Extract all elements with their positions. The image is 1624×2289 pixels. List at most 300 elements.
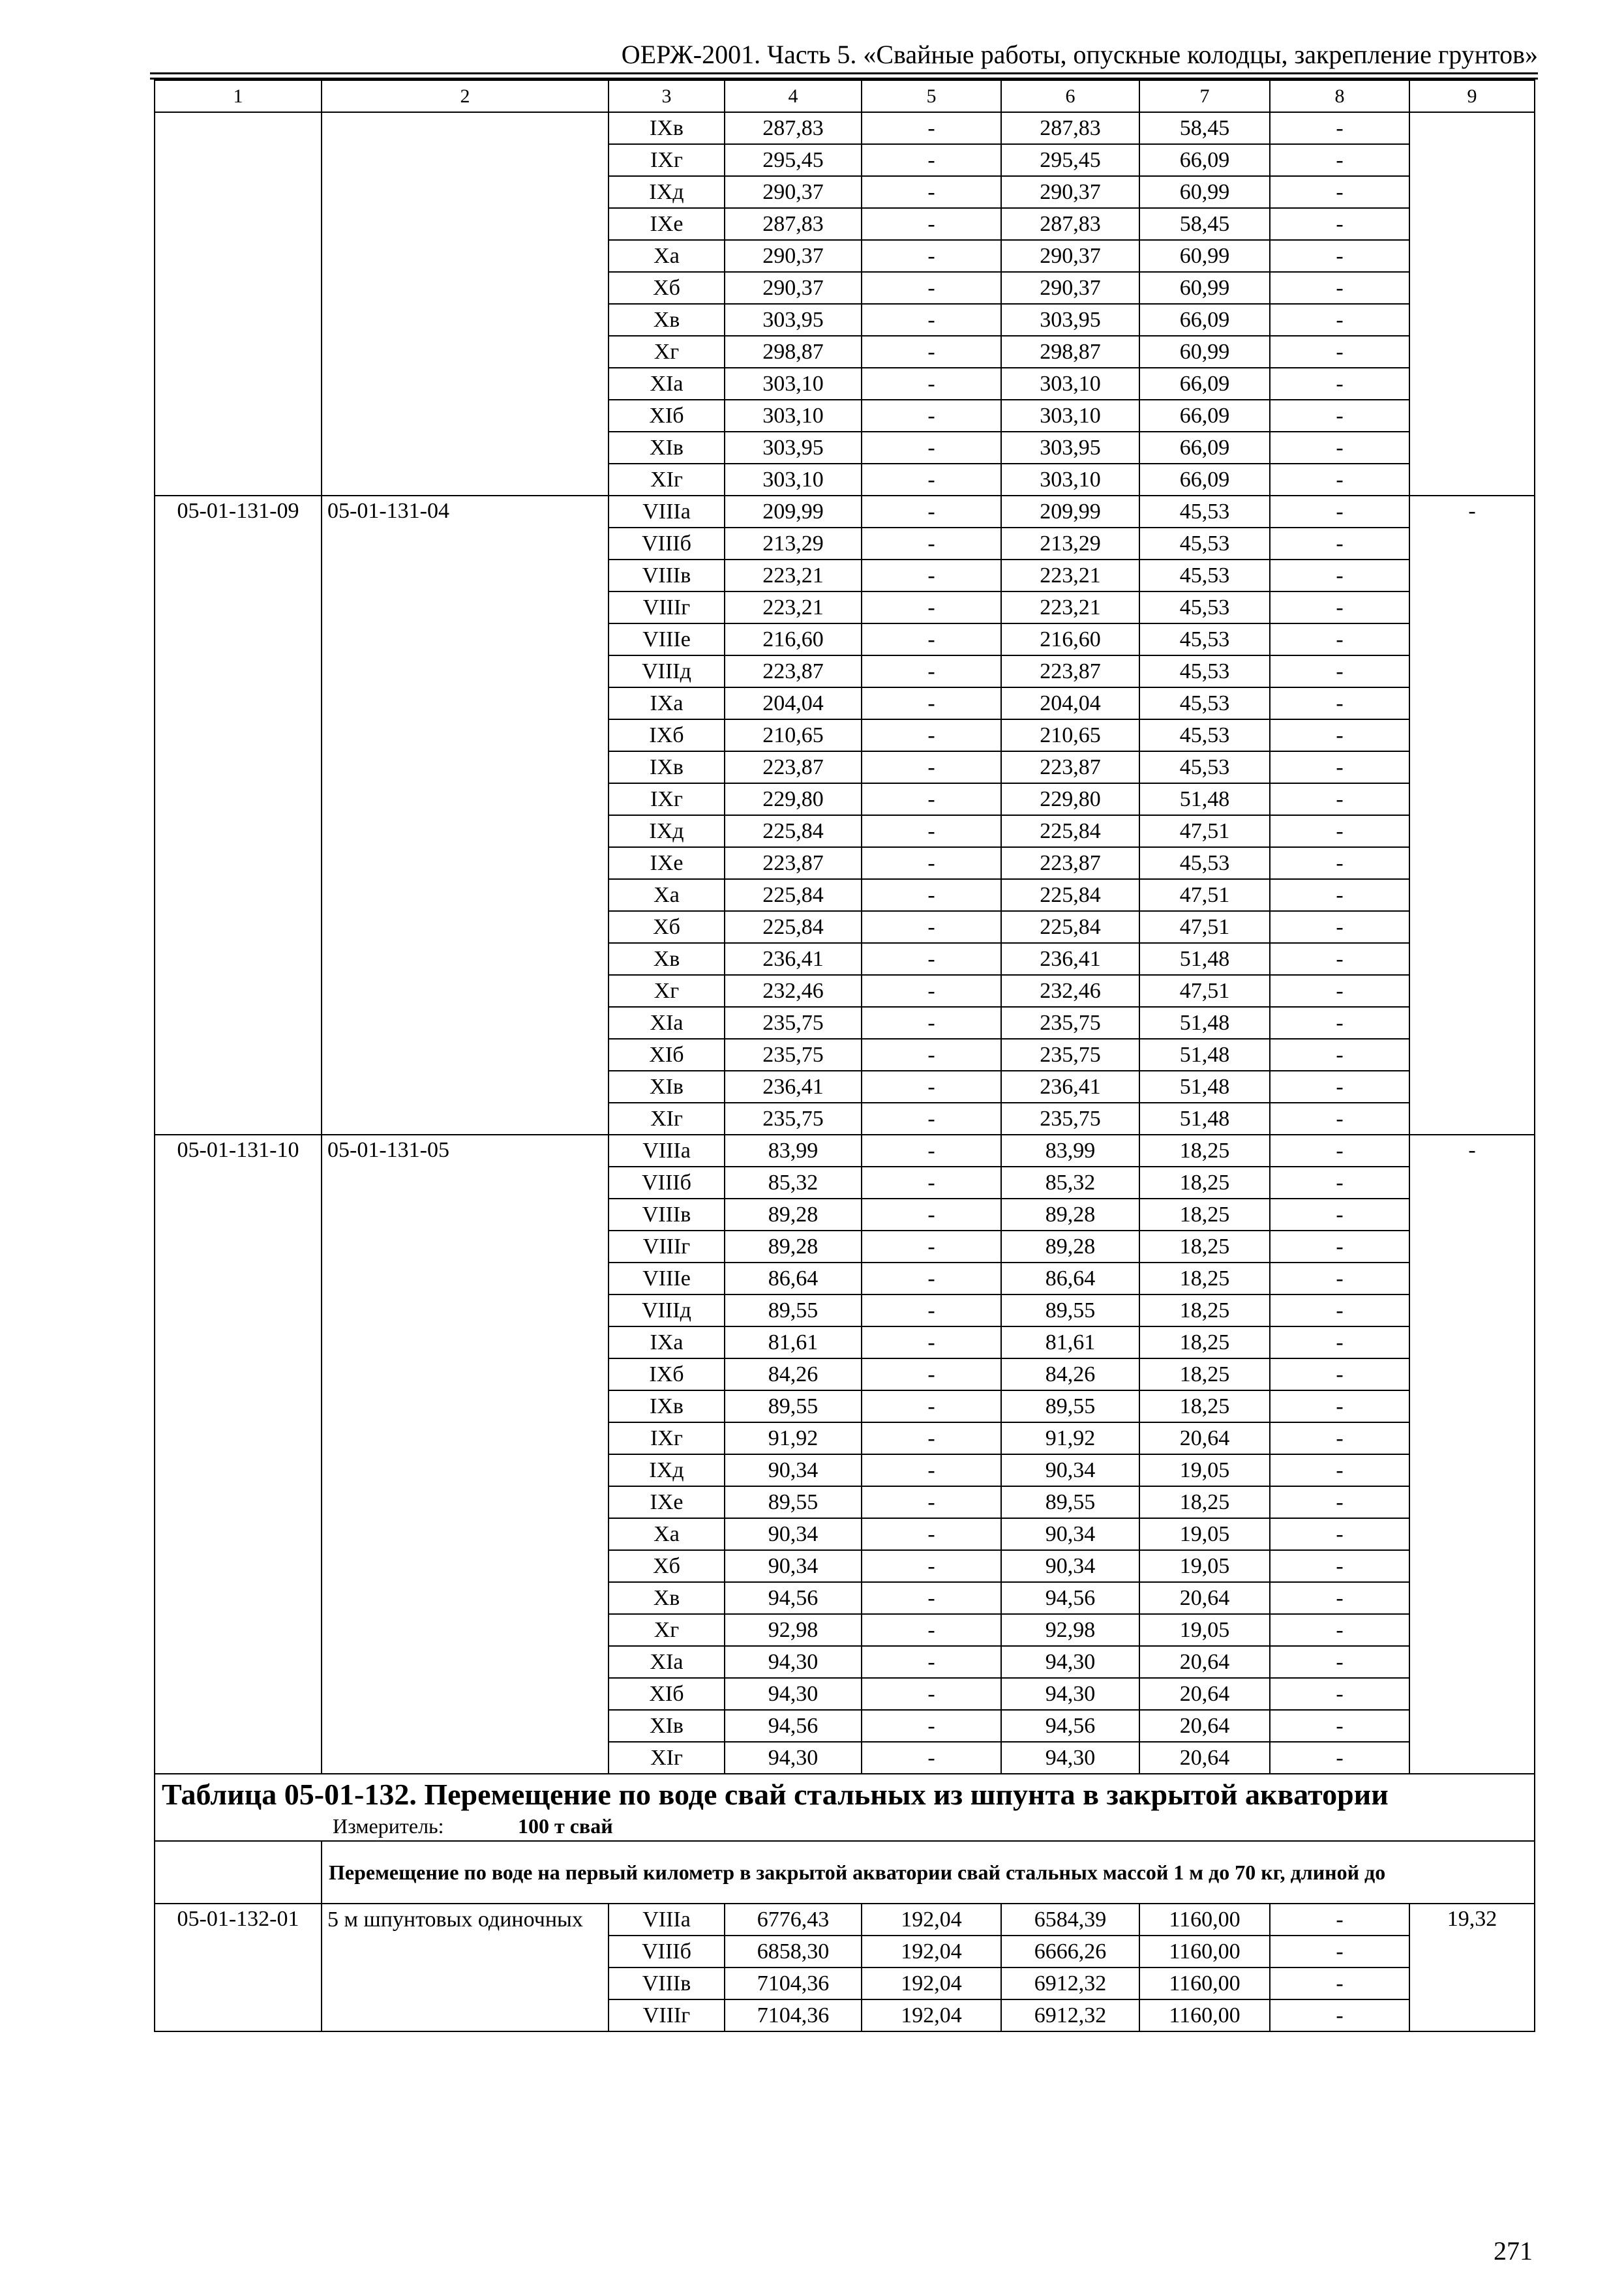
norms-table-body [155,80,1535,1774]
cell-materials-cost: 216,60 [1001,623,1139,655]
cell-materials-cost: 90,34 [1001,1454,1139,1486]
cell-category: Xб [609,1550,725,1582]
cell-labor-cost: 20,64 [1139,1646,1270,1678]
cell-materials-cost: 90,34 [1001,1518,1139,1550]
cell-materials-cost: 235,75 [1001,1039,1139,1071]
cell-machine-cost: - [862,975,1001,1007]
cell-materials-cost: 290,37 [1001,240,1139,272]
cell-materials-cost: 235,75 [1001,1007,1139,1039]
cell-labor-cost: 47,51 [1139,975,1270,1007]
cell-labor-cost: 47,51 [1139,815,1270,847]
cell-total-cost: 210,65 [725,719,862,751]
cell-materials-cost: 236,41 [1001,1071,1139,1103]
cell-machine-cost: - [862,208,1001,240]
cell-category: VIIIа [609,496,725,528]
cell-col8: - [1270,400,1409,432]
cell-col8: - [1270,1358,1409,1390]
cell-col8: - [1270,1039,1409,1071]
table-row [155,496,1535,528]
cell-col8: - [1270,1199,1409,1231]
cell-machine-cost: - [862,591,1001,623]
cell-total-cost: 295,45 [725,144,862,176]
cell-total-cost: 287,83 [725,112,862,144]
cell-col9: 19,32 [1409,1904,1535,2031]
cell-labor-cost: 18,25 [1139,1390,1270,1422]
cell-total-cost: 89,55 [725,1294,862,1326]
cell-materials-cost: 94,56 [1001,1582,1139,1614]
cell-code: 05-01-131-09 [155,496,322,1135]
cell-col8: - [1270,591,1409,623]
cell-total-cost: 229,80 [725,783,862,815]
cell-col8: - [1270,496,1409,528]
cell-category: VIIIг [609,1999,725,2031]
cell-labor-cost: 19,05 [1139,1454,1270,1486]
cell-materials-cost: 235,75 [1001,1103,1139,1135]
cell-category: IXа [609,687,725,719]
cell-labor-cost: 45,53 [1139,847,1270,879]
section-description-spacer [155,1841,322,1904]
cell-machine-cost: - [862,751,1001,783]
cell-labor-cost: 45,53 [1139,655,1270,687]
cell-materials-cost: 295,45 [1001,144,1139,176]
cell-basis-code: 05-01-131-05 [322,1135,609,1774]
header-rule-top [150,72,1538,74]
cell-col8: - [1270,751,1409,783]
cell-category: Xб [609,272,725,304]
cell-category: VIIIд [609,1294,725,1326]
cell-total-cost: 287,83 [725,208,862,240]
cell-machine-cost: - [862,1742,1001,1774]
cell-labor-cost: 45,53 [1139,687,1270,719]
cell-total-cost: 236,41 [725,943,862,975]
cell-category: VIIIв [609,560,725,591]
cell-category: VIIIд [609,655,725,687]
cell-materials-cost: 90,34 [1001,1550,1139,1582]
cell-category: XIв [609,1071,725,1103]
cell-col8: - [1270,144,1409,176]
cell-labor-cost: 19,05 [1139,1518,1270,1550]
cell-materials-cost: 89,55 [1001,1294,1139,1326]
cell-materials-cost: 89,28 [1001,1199,1139,1231]
cell-total-cost: 7104,36 [725,1999,862,2031]
column-number-row [155,80,1535,112]
cell-materials-cost: 223,21 [1001,560,1139,591]
cell-materials-cost: 303,10 [1001,464,1139,496]
cell-col9: - [1409,496,1535,1135]
cell-labor-cost: 19,05 [1139,1550,1270,1582]
cell-code: 05-01-132-01 [155,1904,322,2031]
cell-basis-code [322,112,609,496]
cell-labor-cost: 18,25 [1139,1486,1270,1518]
cell-col8: - [1270,815,1409,847]
cell-category: VIIIб [609,1936,725,1967]
cell-category: IXд [609,1454,725,1486]
cell-total-cost: 94,30 [725,1742,862,1774]
cell-machine-cost: 192,04 [862,1904,1001,1936]
cell-materials-cost: 229,80 [1001,783,1139,815]
cell-total-cost: 223,87 [725,751,862,783]
cell-col8: - [1270,1936,1409,1967]
cell-col8: - [1270,1231,1409,1263]
cell-total-cost: 83,99 [725,1135,862,1167]
cell-col8: - [1270,911,1409,943]
cell-materials-cost: 83,99 [1001,1135,1139,1167]
cell-materials-cost: 225,84 [1001,911,1139,943]
cell-machine-cost: - [862,1646,1001,1678]
cell-col8: - [1270,1390,1409,1422]
cell-labor-cost: 1160,00 [1139,1936,1270,1967]
cell-materials-cost: 94,56 [1001,1710,1139,1742]
cell-machine-cost: 192,04 [862,1967,1001,1999]
cell-materials-cost: 81,61 [1001,1326,1139,1358]
cell-machine-cost: - [862,1614,1001,1646]
cell-materials-cost: 210,65 [1001,719,1139,751]
cell-labor-cost: 1160,00 [1139,1967,1270,1999]
cell-total-cost: 223,87 [725,655,862,687]
cell-category: Xв [609,1582,725,1614]
cell-category: VIIIв [609,1199,725,1231]
cell-machine-cost: - [862,1326,1001,1358]
cell-labor-cost: 60,99 [1139,336,1270,368]
cell-labor-cost: 18,25 [1139,1231,1270,1263]
cell-labor-cost: 18,25 [1139,1294,1270,1326]
cell-materials-cost: 223,21 [1001,591,1139,623]
cell-materials-cost: 290,37 [1001,272,1139,304]
cell-labor-cost: 1160,00 [1139,1904,1270,1936]
cell-total-cost: 86,64 [725,1263,862,1294]
cell-total-cost: 204,04 [725,687,862,719]
cell-labor-cost: 51,48 [1139,1103,1270,1135]
cell-col8: - [1270,1167,1409,1199]
cell-labor-cost: 20,64 [1139,1422,1270,1454]
cell-machine-cost: - [862,176,1001,208]
cell-total-cost: 303,10 [725,464,862,496]
cell-category: IXд [609,815,725,847]
cell-col8: - [1270,687,1409,719]
cell-col8: - [1270,208,1409,240]
cell-machine-cost: - [862,1231,1001,1263]
cell-total-cost: 6858,30 [725,1936,862,1967]
cell-labor-cost: 51,48 [1139,1071,1270,1103]
cell-col8: - [1270,176,1409,208]
section-description: Перемещение по воде на первый километр в закрытой акватории свай стальных массой 1 м до 70 кг, длиной до [322,1841,1535,1904]
section-meter-cell [155,1813,1535,1841]
cell-col8: - [1270,1582,1409,1614]
cell-col9 [1409,112,1535,496]
page-header-title: ОЕРЖ-2001. Часть 5. «Свайные работы, опускные колодцы, закрепление грунтов» [621,40,1538,69]
cell-category: XIв [609,432,725,464]
cell-category: VIIIг [609,591,725,623]
cell-materials-cost: 94,30 [1001,1646,1139,1678]
cell-category: XIб [609,1678,725,1710]
cell-total-cost: 94,30 [725,1646,862,1678]
cell-col8: - [1270,1614,1409,1646]
cell-labor-cost: 51,48 [1139,1039,1270,1071]
cell-labor-cost: 66,09 [1139,432,1270,464]
cell-category: Xг [609,975,725,1007]
cell-total-cost: 90,34 [725,1454,862,1486]
cell-total-cost: 303,95 [725,432,862,464]
cell-machine-cost: - [862,1710,1001,1742]
cell-materials-cost: 303,95 [1001,304,1139,336]
cell-machine-cost: - [862,847,1001,879]
cell-category: VIIIг [609,1231,725,1263]
cell-total-cost: 85,32 [725,1167,862,1199]
section-title: Таблица 05-01-132. Перемещение по воде свай стальных из шпунта в закрытой акватории [155,1774,1535,1813]
cell-machine-cost: - [862,783,1001,815]
cell-total-cost: 235,75 [725,1007,862,1039]
cell-col8: - [1270,528,1409,560]
cell-total-cost: 223,21 [725,591,862,623]
cell-category: Xа [609,879,725,911]
cell-labor-cost: 45,53 [1139,591,1270,623]
cell-category: Xа [609,240,725,272]
cell-col9: - [1409,1135,1535,1774]
cell-col8: - [1270,560,1409,591]
cell-machine-cost: - [862,1103,1001,1135]
cell-total-cost: 223,87 [725,847,862,879]
cell-category: Xв [609,304,725,336]
cell-labor-cost: 45,53 [1139,528,1270,560]
cell-materials-cost: 303,10 [1001,400,1139,432]
cell-col8: - [1270,783,1409,815]
section-description-row [155,1841,1535,1904]
cell-labor-cost: 1160,00 [1139,1999,1270,2031]
cell-materials-cost: 89,55 [1001,1486,1139,1518]
cell-category: VIIIв [609,1967,725,1999]
cell-category: VIIIе [609,1263,725,1294]
cell-labor-cost: 20,64 [1139,1742,1270,1774]
cell-labor-cost: 60,99 [1139,240,1270,272]
cell-col8: - [1270,847,1409,879]
cell-col8: - [1270,1071,1409,1103]
cell-machine-cost: - [862,879,1001,911]
cell-materials-cost: 92,98 [1001,1614,1139,1646]
cell-machine-cost: - [862,1486,1001,1518]
cell-materials-cost: 213,29 [1001,528,1139,560]
cell-materials-cost: 298,87 [1001,336,1139,368]
cell-total-cost: 235,75 [725,1103,862,1135]
cell-machine-cost: - [862,815,1001,847]
cell-col8: - [1270,623,1409,655]
cell-total-cost: 225,84 [725,815,862,847]
section-table-body [155,1904,1535,2031]
cell-total-cost: 225,84 [725,911,862,943]
cell-machine-cost: 192,04 [862,1936,1001,1967]
cell-materials-cost: 236,41 [1001,943,1139,975]
cell-materials-cost: 225,84 [1001,879,1139,911]
cell-col8: - [1270,943,1409,975]
cell-labor-cost: 19,05 [1139,1614,1270,1646]
cell-col8: - [1270,432,1409,464]
page-number: 271 [1494,2236,1533,2266]
cell-machine-cost: - [862,496,1001,528]
cell-basis-code: 05-01-131-04 [322,496,609,1135]
cell-machine-cost: - [862,272,1001,304]
cell-labor-cost: 45,53 [1139,751,1270,783]
cell-labor-cost: 18,25 [1139,1358,1270,1390]
cell-materials-cost: 223,87 [1001,655,1139,687]
column-number: 4 [725,80,862,112]
cell-materials-cost: 223,87 [1001,751,1139,783]
cell-labor-cost: 66,09 [1139,464,1270,496]
cell-machine-cost: - [862,1263,1001,1294]
cell-category: VIIIб [609,1167,725,1199]
cell-total-cost: 94,56 [725,1710,862,1742]
cell-total-cost: 7104,36 [725,1967,862,1999]
cell-labor-cost: 20,64 [1139,1710,1270,1742]
cell-materials-cost: 89,55 [1001,1390,1139,1422]
cell-labor-cost: 51,48 [1139,783,1270,815]
section-title-row [155,1774,1535,1813]
cell-labor-cost: 51,48 [1139,943,1270,975]
cell-col8: - [1270,655,1409,687]
cell-labor-cost: 18,25 [1139,1167,1270,1199]
cell-machine-cost: - [862,432,1001,464]
cell-col8: - [1270,1135,1409,1167]
meter-value: 100 т свай [518,1814,613,1838]
section-header-body [155,1774,1535,1904]
cell-machine-cost: - [862,1135,1001,1167]
cell-labor-cost: 18,25 [1139,1135,1270,1167]
cell-machine-cost: - [862,1390,1001,1422]
cell-category: VIIIа [609,1904,725,1936]
cell-col8: - [1270,975,1409,1007]
cell-machine-cost: - [862,623,1001,655]
column-number: 5 [862,80,1001,112]
cell-col8: - [1270,1103,1409,1135]
cell-col8: - [1270,1904,1409,1936]
cell-machine-cost: - [862,655,1001,687]
cell-materials-cost: 94,30 [1001,1678,1139,1710]
cell-machine-cost: - [862,528,1001,560]
cell-category: IXа [609,1326,725,1358]
cell-category: XIа [609,368,725,400]
column-number: 2 [322,80,609,112]
cell-labor-cost: 60,99 [1139,176,1270,208]
cell-col8: - [1270,240,1409,272]
cell-total-cost: 213,29 [725,528,862,560]
cell-category: XIб [609,400,725,432]
cell-machine-cost: - [862,144,1001,176]
cell-col8: - [1270,464,1409,496]
column-number: 6 [1001,80,1139,112]
cell-col8: - [1270,1486,1409,1518]
cell-category: Xг [609,1614,725,1646]
cell-total-cost: 94,56 [725,1582,862,1614]
column-number: 8 [1270,80,1409,112]
cell-category: XIв [609,1710,725,1742]
cell-materials-cost: 84,26 [1001,1358,1139,1390]
cell-labor-cost: 58,45 [1139,112,1270,144]
cell-category: IXг [609,1422,725,1454]
cell-total-cost: 92,98 [725,1614,862,1646]
cell-labor-cost: 18,25 [1139,1326,1270,1358]
cell-labor-cost: 20,64 [1139,1678,1270,1710]
cell-col8: - [1270,1454,1409,1486]
cell-col8: - [1270,1550,1409,1582]
cell-total-cost: 303,10 [725,368,862,400]
cell-category: IXе [609,1486,725,1518]
column-number: 1 [155,80,322,112]
cell-col8: - [1270,1326,1409,1358]
cell-col8: - [1270,1263,1409,1294]
cell-col8: - [1270,1646,1409,1678]
cell-category: VIIIа [609,1135,725,1167]
cell-materials-cost: 94,30 [1001,1742,1139,1774]
cell-machine-cost: - [862,1518,1001,1550]
cell-col8: - [1270,368,1409,400]
cell-total-cost: 209,99 [725,496,862,528]
cell-machine-cost: - [862,1294,1001,1326]
cell-col8: - [1270,304,1409,336]
cell-total-cost: 216,60 [725,623,862,655]
column-number: 9 [1409,80,1535,112]
cell-labor-cost: 45,53 [1139,560,1270,591]
cell-category: IXд [609,176,725,208]
cell-total-cost: 236,41 [725,1071,862,1103]
cell-total-cost: 94,30 [725,1678,862,1710]
cell-machine-cost: - [862,1167,1001,1199]
cell-category: XIа [609,1646,725,1678]
cell-category: IXб [609,719,725,751]
cell-col8: - [1270,336,1409,368]
cell-total-cost: 84,26 [725,1358,862,1390]
cell-materials-cost: 204,04 [1001,687,1139,719]
cell-total-cost: 89,55 [725,1486,862,1518]
cell-labor-cost: 51,48 [1139,1007,1270,1039]
cell-machine-cost: - [862,1199,1001,1231]
cell-category: VIIIб [609,528,725,560]
cell-total-cost: 232,46 [725,975,862,1007]
cell-total-cost: 6776,43 [725,1904,862,1936]
cell-category: IXб [609,1358,725,1390]
cell-category: Xб [609,911,725,943]
cell-total-cost: 298,87 [725,336,862,368]
cell-labor-cost: 18,25 [1139,1263,1270,1294]
cell-total-cost: 303,10 [725,400,862,432]
cell-total-cost: 303,95 [725,304,862,336]
cell-labor-cost: 66,09 [1139,304,1270,336]
cell-total-cost: 81,61 [725,1326,862,1358]
cell-machine-cost: 192,04 [862,1999,1001,2031]
cell-total-cost: 90,34 [725,1550,862,1582]
cell-category: Xг [609,336,725,368]
cell-labor-cost: 66,09 [1139,144,1270,176]
cell-machine-cost: - [862,400,1001,432]
cell-total-cost: 290,37 [725,272,862,304]
cell-machine-cost: - [862,719,1001,751]
cell-materials-cost: 6666,26 [1001,1936,1139,1967]
cell-col8: - [1270,879,1409,911]
cell-materials-cost: 86,64 [1001,1263,1139,1294]
cell-materials-cost: 287,83 [1001,112,1139,144]
meter-label: Измеритель: [333,1814,444,1838]
norms-table [154,80,1535,2032]
cell-total-cost: 235,75 [725,1039,862,1071]
cell-category: XIг [609,1103,725,1135]
section-meter-row [155,1813,1535,1841]
cell-col8: - [1270,272,1409,304]
cell-machine-cost: - [862,112,1001,144]
cell-col8: - [1270,1710,1409,1742]
cell-materials-cost: 287,83 [1001,208,1139,240]
cell-category: IXв [609,1390,725,1422]
cell-total-cost: 290,37 [725,176,862,208]
column-number: 7 [1139,80,1270,112]
cell-labor-cost: 60,99 [1139,272,1270,304]
cell-labor-cost: 66,09 [1139,368,1270,400]
